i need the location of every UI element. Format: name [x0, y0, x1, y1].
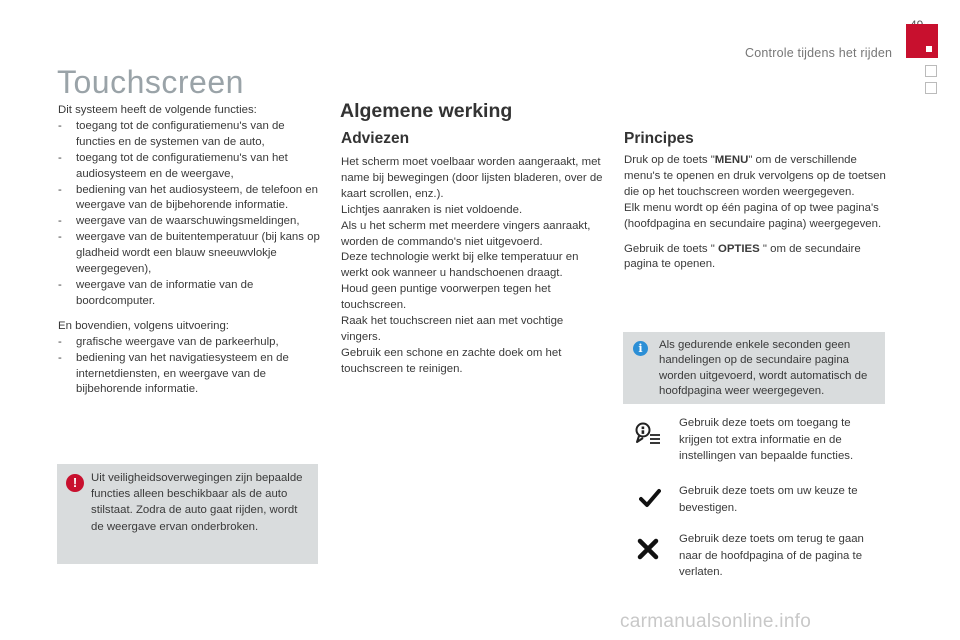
left-column — [58, 103, 320, 398]
list-item: - toegang tot de configuratiemenu's van het audiosysteem en de weergave, — [58, 151, 320, 183]
list-item: - grafische weergave van de parkeerhulp, — [58, 335, 320, 351]
check-key-text: Gebruik deze toets om uw keuze te bevestigen. — [679, 485, 858, 514]
menu-key-label: MENU — [714, 154, 749, 166]
list-item: - weergave van de waarschuwingsmeldingen, — [58, 214, 320, 230]
options-icon-graphic — [632, 420, 662, 448]
list-item: - bediening van het navigatiesysteem en de internetdiensten, en weergave van de bijbehorende informatie. — [58, 351, 320, 399]
list-item: - toegang tot de configuratiemenu's van de functies en de systemen van de auto, — [58, 119, 320, 151]
extras-list — [58, 335, 320, 399]
text-span: " om de secundaire pagina te openen. — [624, 242, 861, 271]
options-icon — [632, 420, 662, 448]
options-key-label: OPTIES — [717, 242, 760, 255]
adviezen-heading: Adviezen — [341, 130, 410, 147]
functions-intro: Dit systeem heeft de volgende functies: — [58, 104, 257, 116]
paragraph: Deze technologie werkt bij elke temperatuur en werkt ook wanneer u handschoenen draagt. — [341, 251, 579, 280]
main-heading: Algemene werking — [340, 100, 513, 122]
chapter-tab — [906, 24, 938, 58]
paragraph: Als u het scherm met meerdere vingers aanraakt, worden de commando's niet uitgevoerd. — [341, 219, 591, 248]
text-span: Gebruik de toets " — [624, 242, 718, 255]
check-icon-graphic — [639, 488, 661, 508]
check-icon — [639, 488, 661, 508]
options-paragraph — [624, 242, 886, 274]
paragraph: Het scherm moet voelbaar worden aangeraakt, met name bij bewegingen (door lijsten bladeren, over de kaart scrollen, enz.). — [341, 156, 603, 200]
text-span: " om de verschillende menu's te openen en druk vervolgens op de toetsen die op het touchscreen worden weergegeven. — [624, 154, 886, 198]
functions-list — [58, 119, 320, 310]
principes-heading: Principes — [624, 130, 694, 147]
options-key-text: Gebruik deze toets om toegang te krijgen tot extra informatie en de instellingen van bepaalde functies. — [679, 417, 854, 463]
pages-paragraph: Elk menu wordt op één pagina of op twee pagina's (hoofdpagina en secundaire pagina) weergegeven. — [624, 201, 882, 230]
list-item: - weergave van de informatie van de boordcomputer. — [58, 278, 320, 310]
text-span: Druk op de toets " — [624, 154, 715, 166]
list-item: - weergave van de buitentemperatuur (bij kans op gladheid wordt een blauw sneeuwvlokje weergegeven), — [58, 230, 320, 278]
warning-icon: ! — [66, 474, 84, 492]
info-icon: i — [633, 341, 648, 356]
adviezen-text — [341, 155, 603, 378]
chapter-marker-empty-2 — [925, 82, 937, 94]
section-title: Controle tijdens het rijden — [745, 46, 893, 60]
cross-icon — [637, 538, 659, 560]
paragraph: Lichtjes aanraken is niet voldoende. — [341, 203, 523, 216]
menu-paragraph — [624, 153, 886, 201]
paragraph: Gebruik een schone en zachte doek om het touchscreen te reinigen. — [341, 346, 562, 375]
watermark: carmanualsonline.info — [620, 611, 812, 632]
cross-key-text: Gebruik deze toets om terug te gaan naar de hoofdpagina of de pagina te verlaten. — [679, 533, 864, 579]
chapter-marker-empty-1 — [925, 65, 937, 77]
chapter-tab-marker — [926, 46, 932, 52]
info-text: Als gedurende enkele seconden geen handelingen op de secundaire pagina worden uitgevoerd, wordt automatisch de hoofdpagina weer weergegeven. — [659, 339, 868, 398]
extras-intro: En bovendien, volgens uitvoering: — [58, 319, 229, 332]
warning-text: Uit veiligheidsoverwegingen zijn bepaalde functies alleen beschikbaar als de auto stilstaat. Zodra de auto gaat rijden, wordt de weergave ervan onderbroken. — [91, 472, 303, 533]
cross-icon-graphic — [637, 538, 659, 560]
paragraph: Houd geen puntige voorwerpen tegen het touchscreen. — [341, 283, 551, 312]
paragraph: Raak het touchscreen niet aan met vochtige vingers. — [341, 315, 564, 343]
page-title: Touchscreen — [57, 64, 244, 100]
principes-text — [624, 153, 886, 273]
list-item: - bediening van het audiosysteem, de telefoon en weergave van de bijbehorende informatie. — [58, 183, 320, 215]
